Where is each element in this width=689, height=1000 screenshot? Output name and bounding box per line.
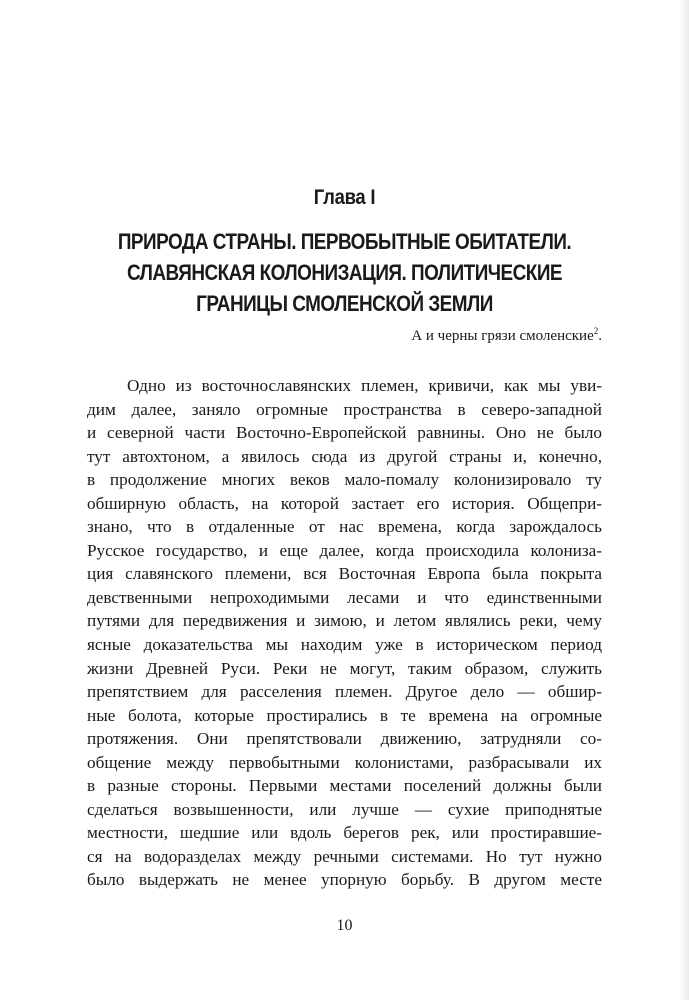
text-line: дим далее, заняло огромные пространства в северо-западной [87,399,602,419]
chapter-title-line: СЛАВЯНСКАЯ КОЛОНИЗАЦИЯ. ПОЛИТИЧЕСКИЕ [126,260,563,285]
chapter-title [60,226,629,319]
text-line: и северной части Восточно-Европейской равнины. Оно не было [87,423,602,443]
epigraph-end: . [598,328,602,344]
text-line: общение между первобытными колонистами, разбрасывали их [87,752,602,772]
text-line: протяжения. Они препятствовали движению, затрудняли со- [87,729,602,749]
text-line: местности, шедшие или вдоль берегов рек, или простиравшие- [87,823,602,843]
chapter-label: Глава I [313,186,376,209]
text-line: путями для передвижения и зимою, и летом являлись реки, чему [87,611,602,631]
text-line: в продолжение многих веков мало-помалу колонизировало ту [87,470,602,490]
text-line: ся на водоразделах между речными системами. Но тут нужно [87,846,602,866]
text-line: знано, что в отдаленные от нас времена, когда зарождалось [87,517,602,537]
text-line: девственными непроходимыми лесами и что единственными [87,587,602,607]
text-line: ция славянского племени, вся Восточная Европа была покрыта [87,564,602,584]
epigraph [411,328,602,345]
text-line: обширную область, на которой застает его история. Общепри- [87,493,602,513]
page-number: 10 [336,917,353,934]
epigraph-text: А и черны грязи смоленские [411,328,594,344]
text-line: жизни Древней Руси. Реки не могут, таким образом, служить [87,658,602,678]
text-line: было выдержать не менее упорную борьбу. В другом месте [87,870,602,890]
chapter-title-line: ГРАНИЦЫ СМОЛЕНСКОЙ ЗЕМЛИ [196,291,493,316]
text-line: в разные стороны. Первыми местами поселений должны были [87,776,602,796]
footnote-reference: 2 [593,326,599,336]
text-line: сделаться возвышенности, или лучше — сухие приподнятые [87,799,602,819]
chapter-title-line: ПРИРОДА СТРАНЫ. ПЕРВОБЫТНЫЕ ОБИТАТЕЛИ. [117,229,572,254]
body-paragraph [87,374,602,892]
text-line: ясные доказательства мы находим уже в историческом период [87,635,602,655]
text-line: Одно из восточнославянских племен, кривичи, как мы уви- [127,376,602,395]
text-line: Русское государство, и еще далее, когда происходила колониза- [87,540,602,560]
text-line: препятствием для расселения племен. Другое дело — обшир- [87,682,602,702]
page-edge-shadow [679,0,689,1000]
text-line: тут автохтоном, а явилось сюда из другой страны и, конечно, [87,446,602,466]
text-line: ные болота, которые простирались в те времена на огромные [87,705,602,725]
